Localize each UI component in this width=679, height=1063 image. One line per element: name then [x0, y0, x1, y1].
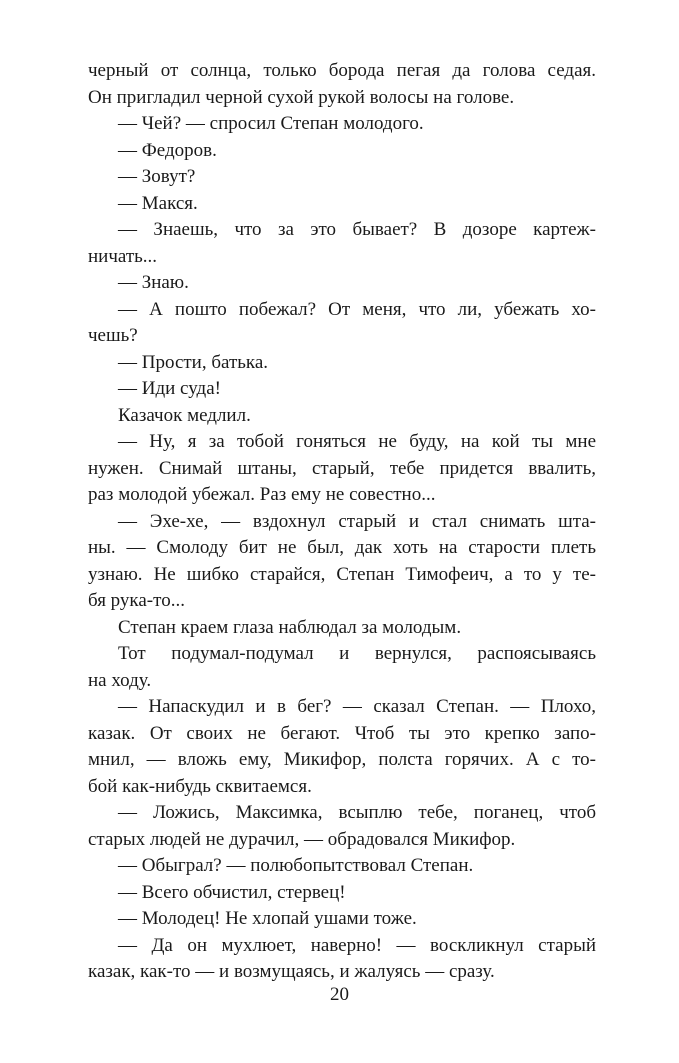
text-line: — Всего обчистил, стервец!	[118, 881, 346, 903]
text-line: — Молодец! Не хлопай ушами тоже.	[118, 908, 417, 929]
text-line: казак, как-то — и возмущаясь, и жалуясь — сразу.	[88, 961, 495, 982]
text-line: — Зовут?	[118, 166, 196, 187]
text-line: раз молодой убежал. Раз ему не совестно...	[88, 484, 436, 505]
text-line: казак. От своих не бегают. Чтоб ты это крепко запо-	[88, 722, 596, 744]
body-text	[88, 58, 596, 986]
text-line: — Да он мухлюет, наверно! — воскликнул старый	[118, 934, 596, 956]
text-line: — Обыграл? — полюбопытствовал Степан.	[118, 855, 474, 876]
text-line: бя рука-то...	[88, 590, 185, 611]
text-line: — А пошто побежал? От меня, что ли, убежать хо-	[118, 298, 596, 320]
text-line: старых людей не дурачил, — обрадовался Микифор.	[88, 828, 516, 850]
text-line: — Иди суда!	[118, 378, 221, 399]
text-line: — Макся.	[118, 192, 198, 214]
text-line: — Напаскудил и в бег? — сказал Степан. — Плохо,	[118, 696, 596, 717]
text-line: чешь?	[88, 325, 138, 346]
text-line: — Знаю.	[118, 272, 189, 293]
text-line: Степан краем глаза наблюдал за молодым.	[118, 616, 462, 638]
text-line: — Знаешь, что за это бывает? В дозоре картеж-	[118, 219, 596, 240]
text-line: мнил, — вложь ему, Микифор, полста горячих. А с то-	[88, 749, 596, 770]
text-line: ны. — Смолоду бит не был, дак хоть на старости плеть	[88, 537, 596, 558]
text-line: ничать...	[88, 245, 158, 267]
text-line: Он пригладил черной сухой рукой волосы на голове.	[88, 86, 515, 108]
text-line: бой как-нибудь сквитаемся.	[88, 775, 312, 797]
text-line: Тот подумал-подумал и вернулся, распоясываясь	[118, 643, 596, 664]
text-line: — Прости, батька.	[118, 351, 269, 373]
text-line: на ходу.	[88, 669, 152, 691]
text-line: — Ну, я за тобой гоняться не буду, на кой ты мне	[118, 431, 596, 452]
text-line: черный от солнца, только борода пегая да голова седая.	[88, 60, 596, 81]
text-line: — Эхе-хе, — вздохнул старый и стал снимать шта-	[118, 510, 596, 532]
text-line: — Ложись, Максимка, всыплю тебе, поганец, чтоб	[118, 802, 596, 823]
text-line: Казачок медлил.	[118, 404, 251, 426]
text-line: узнаю. Не шибко старайся, Степан Тимофеич, а то у те-	[88, 563, 596, 585]
text-line: — Чей? — спросил Степан молодого.	[118, 113, 424, 134]
text-line: нужен. Снимай штаны, старый, тебе придется ввалить,	[88, 457, 596, 479]
page-number: 20	[330, 984, 349, 1005]
text-line: — Федоров.	[118, 139, 217, 161]
